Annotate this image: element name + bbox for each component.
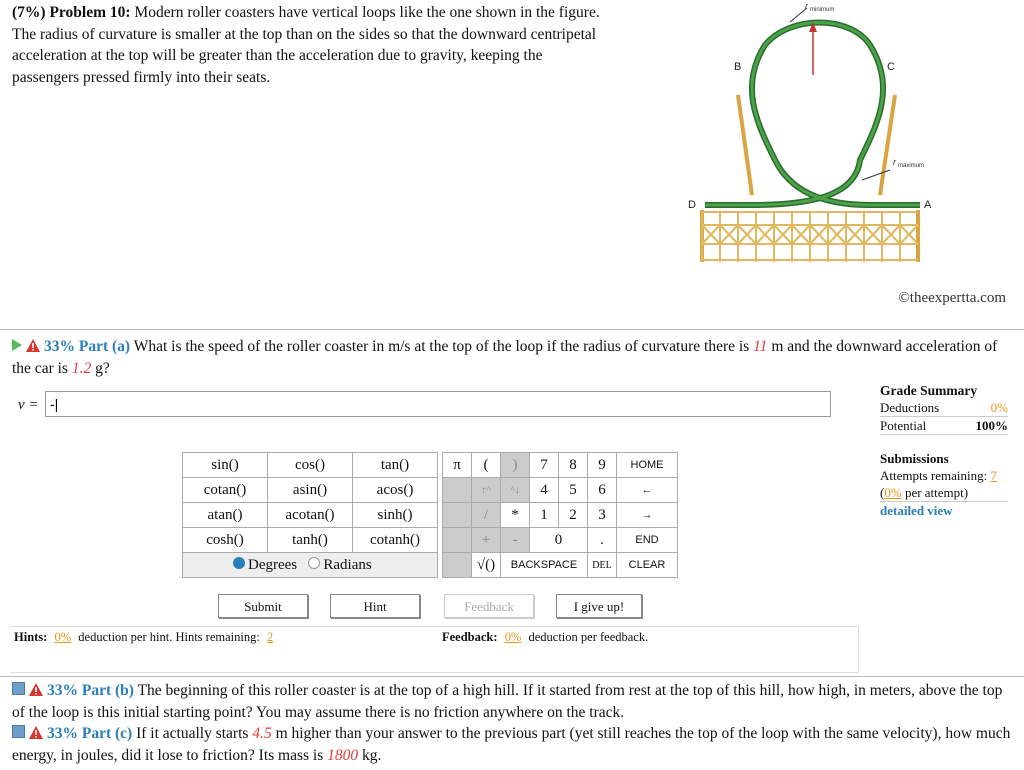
digit-2-button[interactable]: 2 bbox=[559, 503, 588, 528]
rparen-button[interactable]: ) bbox=[501, 453, 530, 478]
hints-info: Hints: 0% deduction per hint. Hints remaining: 2 bbox=[14, 630, 277, 645]
digit-3-button[interactable]: 3 bbox=[588, 503, 617, 528]
up-button[interactable]: ↑^ bbox=[472, 478, 501, 503]
digit-9-button[interactable]: 9 bbox=[588, 453, 617, 478]
right-arrow-button[interactable]: → bbox=[617, 503, 678, 528]
point-b-label: B bbox=[734, 61, 742, 73]
feedback-info: Feedback: 0% deduction per feedback. bbox=[442, 630, 649, 644]
radians-radio[interactable] bbox=[308, 557, 320, 569]
plus-button[interactable]: + bbox=[472, 528, 501, 553]
svg-text:maximum: maximum bbox=[898, 163, 925, 169]
point-a-label: A bbox=[924, 199, 932, 211]
point-d-label: D bbox=[688, 199, 696, 211]
warning-icon bbox=[29, 683, 43, 696]
part-b-label[interactable]: Part (b) bbox=[81, 682, 134, 699]
sqrt-button[interactable]: √() bbox=[472, 553, 501, 578]
angle-mode: Degrees Radians bbox=[183, 553, 438, 578]
point-c-label: C bbox=[887, 61, 895, 73]
hint-button[interactable]: Hint bbox=[330, 594, 420, 618]
r-minimum-label: r bbox=[805, 1, 808, 11]
tanh-button[interactable]: tanh() bbox=[268, 528, 353, 553]
digit-1-button[interactable]: 1 bbox=[530, 503, 559, 528]
backspace-button[interactable]: BACKSPACE bbox=[501, 553, 588, 578]
give-up-button[interactable]: I give up! bbox=[556, 594, 642, 618]
part-b-question: 33% Part (b) The beginning of this roller coaster is at the top of a high hill. If it started from rest at the top of this hill, how high, in meters, above the top of the loop is this initial starting point? You may assume there is no friction anywhere on the track. bbox=[12, 682, 1003, 721]
tan-button[interactable]: tan() bbox=[353, 453, 438, 478]
submissions-panel: Submissions Attempts remaining: 7 (0% per attempt) detailed view bbox=[880, 450, 1008, 519]
cosh-button[interactable]: cosh() bbox=[183, 528, 268, 553]
feedback-button[interactable]: Feedback bbox=[444, 594, 534, 618]
divider bbox=[0, 329, 1024, 330]
deductions-value: 0% bbox=[990, 400, 1008, 415]
attempts-remaining: 7 bbox=[990, 468, 997, 483]
left-arrow-button[interactable]: ← bbox=[617, 478, 678, 503]
calculator-keypad bbox=[442, 452, 678, 578]
mass-value: 1800 bbox=[327, 746, 359, 764]
extra-height-value: 4.5 bbox=[252, 725, 272, 742]
digit-0-button[interactable]: 0 bbox=[530, 528, 588, 553]
warning-icon bbox=[29, 726, 43, 739]
digit-7-button[interactable]: 7 bbox=[530, 453, 559, 478]
problem-weight: (7%) bbox=[12, 4, 46, 21]
part-a-question: 33% Part (a) What is the speed of the roller coaster in m/s at the top of the loop if the radius of curvature there is 11 m and the downward acceleration of the car is 1.2 g? bbox=[12, 338, 998, 377]
warning-icon bbox=[26, 339, 40, 352]
digit-4-button[interactable]: 4 bbox=[530, 478, 559, 503]
r-maximum-label: r bbox=[893, 157, 896, 167]
grade-summary: Grade Summary Deductions 0% Potential 100% bbox=[880, 383, 1008, 433]
part-a-label: Part (a) bbox=[78, 338, 131, 355]
clear-button[interactable]: CLEAR bbox=[617, 553, 678, 578]
cotanh-button[interactable]: cotanh() bbox=[353, 528, 438, 553]
home-button[interactable]: HOME bbox=[617, 453, 678, 478]
svg-text:minimum: minimum bbox=[810, 7, 835, 13]
digit-5-button[interactable]: 5 bbox=[559, 478, 588, 503]
problem-statement bbox=[12, 2, 612, 88]
submit-button[interactable]: Submit bbox=[218, 594, 308, 618]
del-button[interactable]: DEL bbox=[588, 553, 617, 578]
hints-remaining: 2 bbox=[266, 630, 274, 644]
down-button[interactable]: ^↓ bbox=[501, 478, 530, 503]
watermark: ©theexpertta.com bbox=[898, 290, 1006, 306]
roller-coaster-figure bbox=[680, 0, 940, 275]
grade-summary-title: Grade Summary bbox=[880, 383, 978, 398]
cos-button[interactable]: cos() bbox=[268, 453, 353, 478]
answer-variable-label: v = bbox=[18, 397, 39, 413]
dot-button[interactable]: . bbox=[588, 528, 617, 553]
sinh-button[interactable]: sinh() bbox=[353, 503, 438, 528]
divide-button[interactable]: / bbox=[472, 503, 501, 528]
degrees-radio[interactable] bbox=[233, 557, 245, 569]
answer-input[interactable] bbox=[45, 391, 831, 417]
problem-text: Modern roller coasters have vertical loops like the one shown in the figure. The radius of curvature is smaller at the top than on the sides so that the downward centripetal acceleration at the top will be greater than the acceleration due to gravity, keeping the passengers pressed firmly into their seats. bbox=[12, 4, 600, 86]
detailed-view-link[interactable]: detailed view bbox=[880, 503, 953, 518]
collapse-icon[interactable] bbox=[12, 725, 25, 738]
radius-value: 11 bbox=[753, 338, 768, 355]
cotan-button[interactable]: cotan() bbox=[183, 478, 268, 503]
divider bbox=[0, 676, 1024, 677]
sin-button[interactable]: sin() bbox=[183, 453, 268, 478]
acos-button[interactable]: acos() bbox=[353, 478, 438, 503]
part-c-label[interactable]: Part (c) bbox=[81, 725, 133, 742]
digit-6-button[interactable]: 6 bbox=[588, 478, 617, 503]
pi-button[interactable]: π bbox=[443, 453, 472, 478]
accel-value: 1.2 bbox=[71, 359, 92, 377]
calculator-functions bbox=[182, 452, 438, 578]
collapse-icon[interactable] bbox=[12, 682, 25, 695]
part-c-question: 33% Part (c) If it actually starts 4.5 m higher than your answer to the previous part (yet still reaches the top of the loop with the same velocity), how much energy, in joules, did it lose to friction? Its mass is 1800 kg. bbox=[12, 725, 1011, 764]
acotan-button[interactable]: acotan() bbox=[268, 503, 353, 528]
problem-title: Problem 10: bbox=[49, 4, 131, 21]
minus-button[interactable]: - bbox=[501, 528, 530, 553]
expand-triangle-icon[interactable] bbox=[12, 339, 22, 351]
lparen-button[interactable]: ( bbox=[472, 453, 501, 478]
potential-value: 100% bbox=[975, 418, 1008, 433]
multiply-button[interactable]: * bbox=[501, 503, 530, 528]
asin-button[interactable]: asin() bbox=[268, 478, 353, 503]
end-button[interactable]: END bbox=[617, 528, 678, 553]
atan-button[interactable]: atan() bbox=[183, 503, 268, 528]
digit-8-button[interactable]: 8 bbox=[559, 453, 588, 478]
